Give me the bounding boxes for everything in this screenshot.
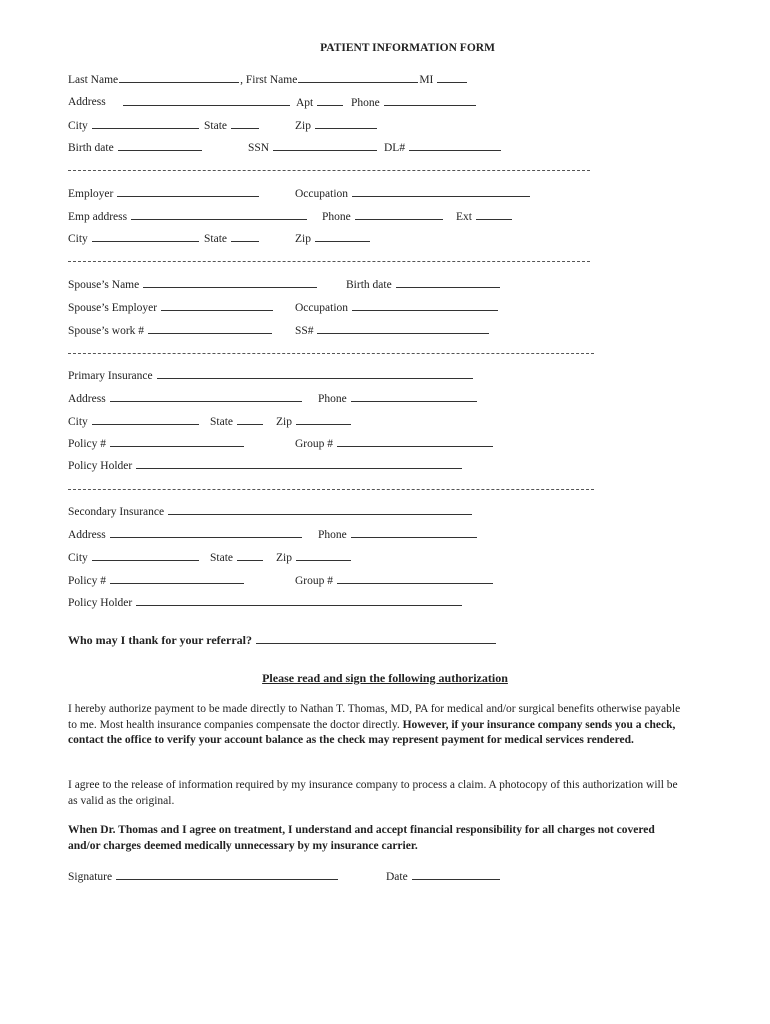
state-field[interactable]	[231, 118, 259, 129]
last-name-field[interactable]	[119, 72, 239, 83]
primary-group-field[interactable]	[337, 436, 493, 447]
primary-state-field[interactable]	[237, 414, 263, 425]
emp-phone-field[interactable]	[355, 209, 443, 220]
primary-phone-label: Phone	[318, 393, 347, 405]
referral-question: Who may I thank for your referral?	[68, 633, 252, 647]
city-field[interactable]	[92, 118, 199, 129]
dl-label: DL#	[384, 142, 406, 154]
primary-insurance-label: Primary Insurance	[68, 370, 153, 382]
primary-address-field[interactable]	[110, 391, 302, 402]
secondary-holder-label: Policy Holder	[68, 597, 133, 609]
secondary-insurance-field[interactable]	[168, 504, 472, 515]
spouse-work-field[interactable]	[148, 323, 272, 334]
mi-field[interactable]	[437, 72, 467, 83]
birth-date-label: Birth date	[68, 142, 114, 154]
spouse-employer-label: Spouse’s Employer	[68, 302, 158, 314]
ext-label: Ext	[456, 211, 472, 223]
last-name-label: Last Name	[68, 74, 119, 86]
mi-label: MI	[419, 74, 434, 86]
employer-label: Employer	[68, 188, 114, 200]
primary-phone-field[interactable]	[351, 391, 477, 402]
primary-policy-label: Policy #	[68, 438, 107, 450]
zip-field[interactable]	[315, 118, 377, 129]
patient-birth-row	[68, 140, 203, 155]
phone-label: Phone	[351, 97, 380, 109]
referral-row	[68, 633, 497, 648]
address-field[interactable]	[123, 95, 290, 106]
emp-state-label: State	[204, 233, 227, 245]
form-title: PATIENT INFORMATION FORM	[320, 42, 495, 54]
address-label: Address	[68, 96, 106, 108]
spouse-occupation-field[interactable]	[352, 300, 498, 311]
dl-field[interactable]	[409, 140, 501, 151]
occupation-field[interactable]	[352, 186, 530, 197]
secondary-insurance-label: Secondary Insurance	[68, 506, 165, 518]
authorization-heading: Please read and sign the following authorization	[262, 671, 508, 685]
emp-address-label: Emp address	[68, 211, 128, 223]
secondary-city-label: City	[68, 552, 88, 564]
primary-zip-label: Zip	[276, 416, 292, 428]
secondary-group-label: Group #	[295, 575, 334, 587]
emp-address-field[interactable]	[131, 209, 307, 220]
secondary-city-field[interactable]	[92, 550, 199, 561]
ssn-label: SSN	[248, 142, 270, 154]
spouse-ss-field[interactable]	[317, 323, 489, 334]
primary-zip-field[interactable]	[296, 414, 351, 425]
primary-insurance-field[interactable]	[157, 368, 473, 379]
ext-field[interactable]	[476, 209, 512, 220]
spouse-ss-label: SS#	[295, 325, 314, 337]
patient-name-row	[68, 72, 468, 87]
secondary-policy-field[interactable]	[110, 573, 244, 584]
zip-label: Zip	[295, 120, 311, 132]
authorization-paragraph-1	[68, 702, 688, 749]
emp-city-field[interactable]	[92, 231, 199, 242]
occupation-label: Occupation	[295, 188, 349, 200]
patient-address-row	[68, 95, 106, 109]
emp-zip-label: Zip	[295, 233, 311, 245]
spouse-name-field[interactable]	[143, 277, 317, 288]
section-divider	[68, 170, 590, 171]
referral-field[interactable]	[256, 633, 496, 644]
patient-city-row	[68, 118, 200, 133]
primary-city-field[interactable]	[92, 414, 199, 425]
signature-label: Signature	[68, 871, 113, 883]
emp-state-field[interactable]	[231, 231, 259, 242]
spouse-occupation-label: Occupation	[295, 302, 349, 314]
primary-policy-field[interactable]	[110, 436, 244, 447]
ssn-field[interactable]	[273, 140, 377, 151]
secondary-phone-field[interactable]	[351, 527, 477, 538]
section-divider	[68, 353, 594, 354]
authorization-paragraph-3: When Dr. Thomas and I agree on treatment, I understand and accept financial responsibility for all charges not covered and/or charges deemed medically unnecessary by my insurance carrier.	[68, 824, 655, 852]
emp-city-label: City	[68, 233, 88, 245]
secondary-address-field[interactable]	[110, 527, 302, 538]
primary-group-label: Group #	[295, 438, 334, 450]
spouse-birth-date-field[interactable]	[396, 277, 500, 288]
secondary-phone-label: Phone	[318, 529, 347, 541]
section-divider	[68, 261, 590, 262]
payment-authorization-text: I hereby authorize payment to be made directly to Nathan T. Thomas, MD, PA for medical and/or surgical benefits otherwise payable to me. Most health insurance companies compensate the doctor directly.	[68, 703, 681, 731]
emp-zip-field[interactable]	[315, 231, 370, 242]
first-name-field[interactable]	[298, 72, 418, 83]
birth-date-field[interactable]	[118, 140, 202, 151]
first-name-label: , First Name	[240, 74, 298, 86]
phone-field[interactable]	[384, 95, 476, 106]
secondary-state-field[interactable]	[237, 550, 263, 561]
apt-field[interactable]	[317, 95, 343, 106]
primary-address-label: Address	[68, 393, 106, 405]
primary-holder-field[interactable]	[136, 458, 462, 469]
spouse-work-label: Spouse’s work #	[68, 325, 145, 337]
primary-holder-label: Policy Holder	[68, 460, 133, 472]
secondary-policy-label: Policy #	[68, 575, 107, 587]
secondary-state-label: State	[210, 552, 233, 564]
emp-phone-label: Phone	[322, 211, 351, 223]
primary-city-label: City	[68, 416, 88, 428]
city-label: City	[68, 120, 88, 132]
insurance-check-notice: However, if your insurance company sends you a check, contact the office to verify your account balance as the check may represent payment for medical services rendered.	[68, 718, 676, 746]
secondary-address-label: Address	[68, 529, 106, 541]
state-label: State	[204, 120, 227, 132]
secondary-group-field[interactable]	[337, 573, 493, 584]
signature-field[interactable]	[116, 869, 338, 880]
secondary-zip-field[interactable]	[296, 550, 351, 561]
authorization-paragraph-2: I agree to the release of information required by my insurance company to process a claim. A photocopy of this authorization will be as valid as the original.	[68, 779, 678, 807]
employer-field[interactable]	[117, 186, 259, 197]
secondary-zip-label: Zip	[276, 552, 292, 564]
apt-label: Apt	[296, 97, 314, 109]
date-label: Date	[386, 871, 408, 883]
secondary-holder-field[interactable]	[136, 595, 462, 606]
spouse-name-label: Spouse’s Name	[68, 279, 140, 291]
spouse-employer-field[interactable]	[161, 300, 273, 311]
spouse-birth-date-label: Birth date	[346, 279, 392, 291]
primary-state-label: State	[210, 416, 233, 428]
section-divider	[68, 489, 594, 490]
date-field[interactable]	[412, 869, 500, 880]
